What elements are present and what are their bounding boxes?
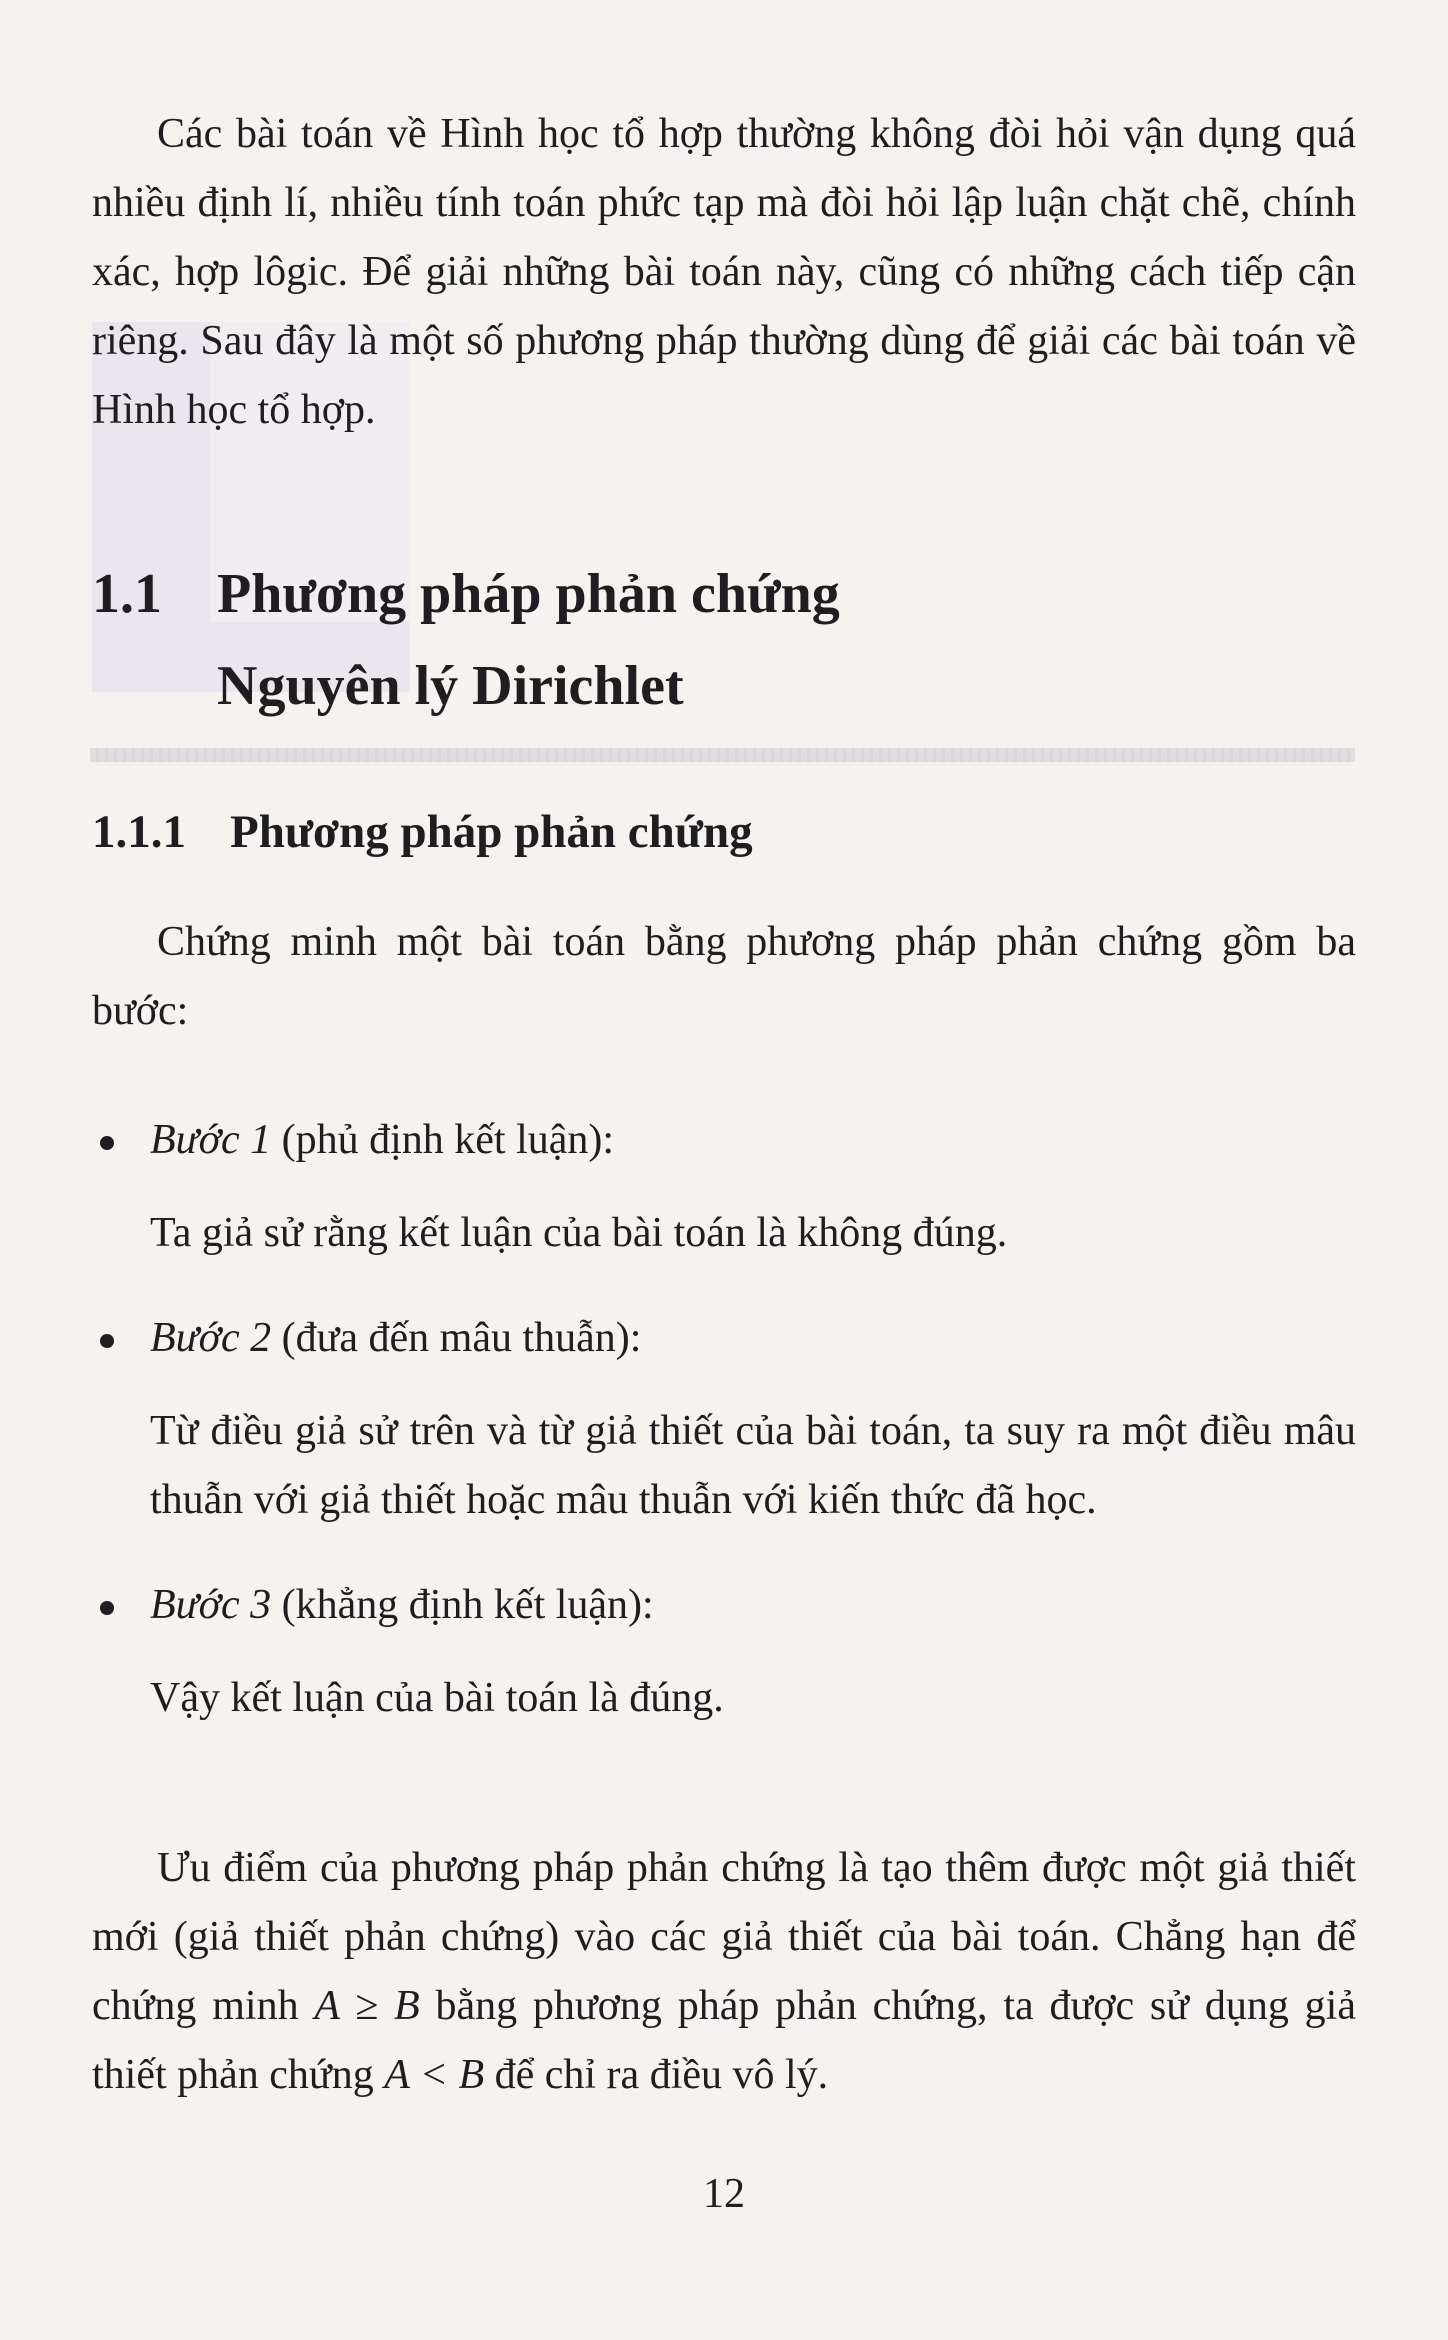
advantage-text-3: để chỉ ra điều vô lý.: [484, 2052, 829, 2098]
advantage-text-1: Ưu điểm của phương pháp phản chứng là tạo thêm được một giả thiết mới (giả thiết phản chứng) vào các giả thiết của bài toán. Chẳng hạn để chứng minh: [92, 1845, 1356, 2029]
advantage-paragraph: [92, 1834, 1356, 2110]
step-body: Từ điều giả sử trên và từ giả thiết của bài toán, ta suy ra một điều mâu thuẫn với giả thiết hoặc mâu thuẫn với kiến thức đã học.: [150, 1408, 1356, 1523]
step-label: Bước 1: [150, 1117, 272, 1163]
advantage-text-2: bằng phương pháp phản chứng, ta được sử dụng giả thiết phản chứng: [92, 1983, 1356, 2098]
list-item: [150, 1106, 1356, 1268]
step-body: Vậy kết luận của bài toán là đúng.: [150, 1675, 724, 1721]
subsection-number: 1.1.1: [92, 806, 186, 858]
math-inequality-1: A ≥ B: [314, 1983, 420, 2029]
section-heading: [92, 548, 840, 732]
section-number: 1.1: [92, 563, 162, 625]
section-title-line2: Nguyên lý Dirichlet: [217, 655, 684, 717]
section-title-line1: Phương pháp phản chứng: [217, 563, 840, 625]
lead-paragraph: Chứng minh một bài toán bằng phương pháp phản chứng gồm ba bước:: [92, 919, 1356, 1034]
step-label: Bước 2: [150, 1315, 272, 1361]
bleed-through-rule: [90, 748, 1355, 762]
subsection-title: Phương pháp phản chứng: [230, 806, 753, 858]
steps-list: [150, 1106, 1356, 1733]
step-label: Bước 3: [150, 1582, 272, 1628]
intro-paragraph: Các bài toán về Hình học tổ hợp thường không đòi hỏi vận dụng quá nhiều định lí, nhiều tính toán phức tạp mà đòi hỏi lập luận chặt chẽ, chính xác, hợp lôgic. Để giải những bài toán này, cũng có những cách tiếp cận riêng. Sau đây là một số phương pháp thường dùng để giải các bài toán về Hình học tổ hợp.: [92, 111, 1356, 433]
step-paren: (đưa đến mâu thuẫn):: [271, 1315, 642, 1361]
page-number: 12: [703, 2171, 745, 2217]
list-item: [150, 1304, 1356, 1535]
subsection-heading: [92, 797, 753, 867]
math-inequality-2: A < B: [384, 2052, 485, 2098]
step-paren: (khẳng định kết luận):: [271, 1582, 654, 1628]
list-item: [150, 1571, 1356, 1733]
step-paren: (phủ định kết luận):: [271, 1117, 615, 1163]
step-body: Ta giả sử rằng kết luận của bài toán là không đúng.: [150, 1210, 1008, 1256]
